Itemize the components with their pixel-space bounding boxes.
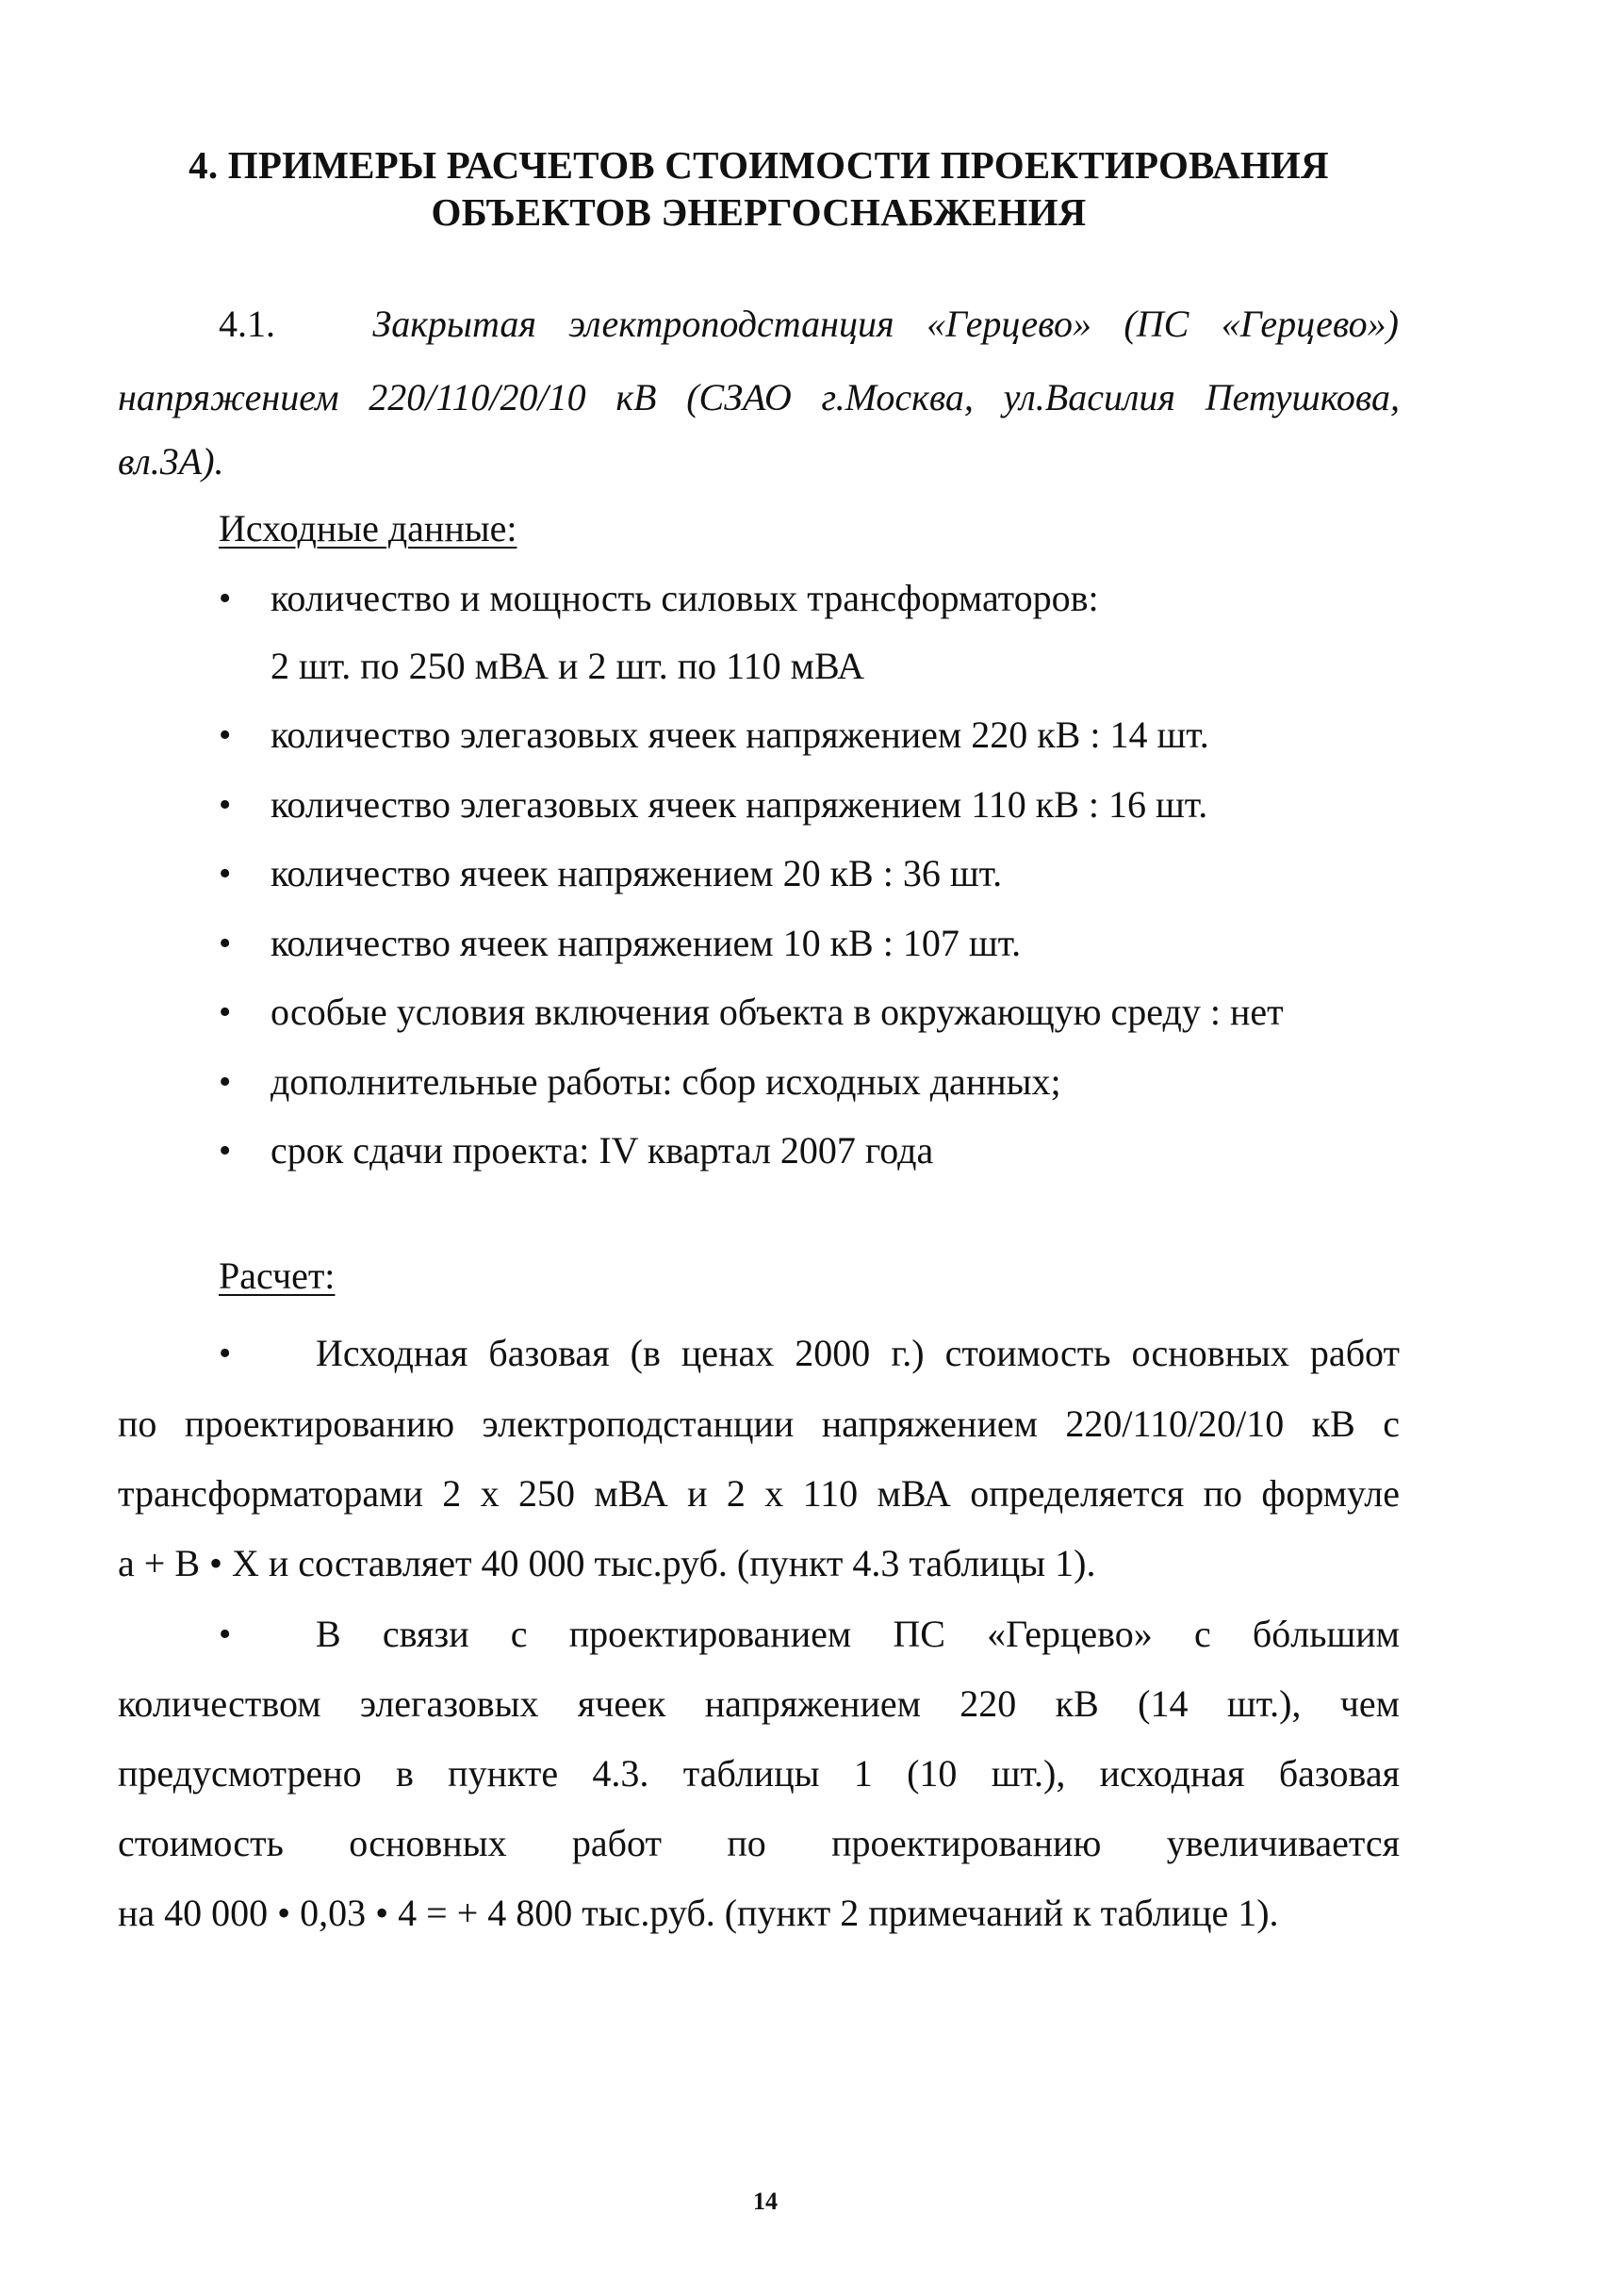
paragraph-line: а + В • Х и составляет 40 000 тыс.руб. (пункт 4.3 таблицы 1).: [118, 1542, 1096, 1584]
bullet-icon: •: [219, 1334, 232, 1373]
section-title-line-1: [219, 302, 1399, 347]
paragraph-line: стоимость основных работ по проектированию увеличивается: [118, 1822, 1400, 1864]
list-item: количество элегазовых ячеек напряжением 220 кВ : 14 шт.: [271, 713, 1209, 756]
bullet-icon: •: [219, 579, 232, 618]
calculation-label: Расчет:: [219, 1254, 336, 1297]
bullet-icon: •: [219, 785, 232, 825]
bullet-icon: •: [219, 1131, 232, 1171]
section-title-line-3: вл.3А).: [118, 440, 224, 483]
paragraph-line: по проектированию электроподстанции напряжением 220/110/20/10 кВ с: [118, 1402, 1400, 1445]
bullet-icon: •: [219, 1062, 232, 1102]
list-item: дополнительные работы: сбор исходных данных;: [271, 1060, 1061, 1103]
bullet-icon: •: [219, 1615, 232, 1654]
page-heading-line-2: ОБЪЕКТОВ ЭНЕРГОСНАБЖЕНИЯ: [431, 190, 1087, 234]
paragraph-line: Исходная базовая (в ценах 2000 г.) стоимость основных работ: [316, 1332, 1400, 1374]
list-item: количество и мощность силовых трансформаторов:: [271, 577, 1099, 619]
initial-data-label: Исходные данные:: [219, 507, 517, 549]
bullet-icon: •: [219, 854, 232, 894]
bullet-icon: •: [219, 924, 232, 963]
page-number: 14: [753, 2188, 778, 2215]
paragraph-line: на 40 000 • 0,03 • 4 = + 4 800 тыс.руб. (пункт 2 примечаний к таблице 1).: [118, 1892, 1279, 1934]
section-number: 4.1.: [219, 303, 275, 345]
list-item-detail: 2 шт. по 250 мВА и 2 шт. по 110 мВА: [271, 645, 864, 687]
list-item: количество ячеек напряжением 10 кВ : 107 шт.: [271, 922, 1022, 964]
paragraph-line: количеством элегазовых ячеек напряжением 220 кВ (14 шт.), чем: [118, 1682, 1400, 1725]
paragraph-line: трансформаторами 2 х 250 мВА и 2 х 110 мВА определяется по формуле: [118, 1472, 1400, 1515]
list-item: срок сдачи проекта: IV квартал 2007 года: [271, 1129, 934, 1172]
bullet-icon: •: [219, 715, 232, 755]
list-item: особые условия включения объекта в окружающую среду : нет: [271, 991, 1284, 1033]
paragraph-line: В связи с проектированием ПС «Герцево» с бóльшим: [316, 1613, 1400, 1655]
list-item: количество элегазовых ячеек напряжением 110 кВ : 16 шт.: [271, 783, 1208, 826]
list-item: количество ячеек напряжением 20 кВ : 36 шт.: [271, 852, 1003, 894]
section-title-line-2: напряжением 220/110/20/10 кВ (СЗАО г.Москва, ул.Василия Петушкова,: [118, 376, 1400, 418]
section-title-text: Закрытая электроподстанция «Герцево» (ПС «Герцево»): [372, 303, 1400, 345]
bullet-icon: •: [219, 992, 232, 1032]
paragraph-line: предусмотрено в пункте 4.3. таблицы 1 (10 шт.), исходная базовая: [118, 1752, 1400, 1795]
page-heading-line-1: 4. ПРИМЕРЫ РАСЧЕТОВ СТОИМОСТИ ПРОЕКТИРОВАНИЯ: [189, 143, 1329, 187]
